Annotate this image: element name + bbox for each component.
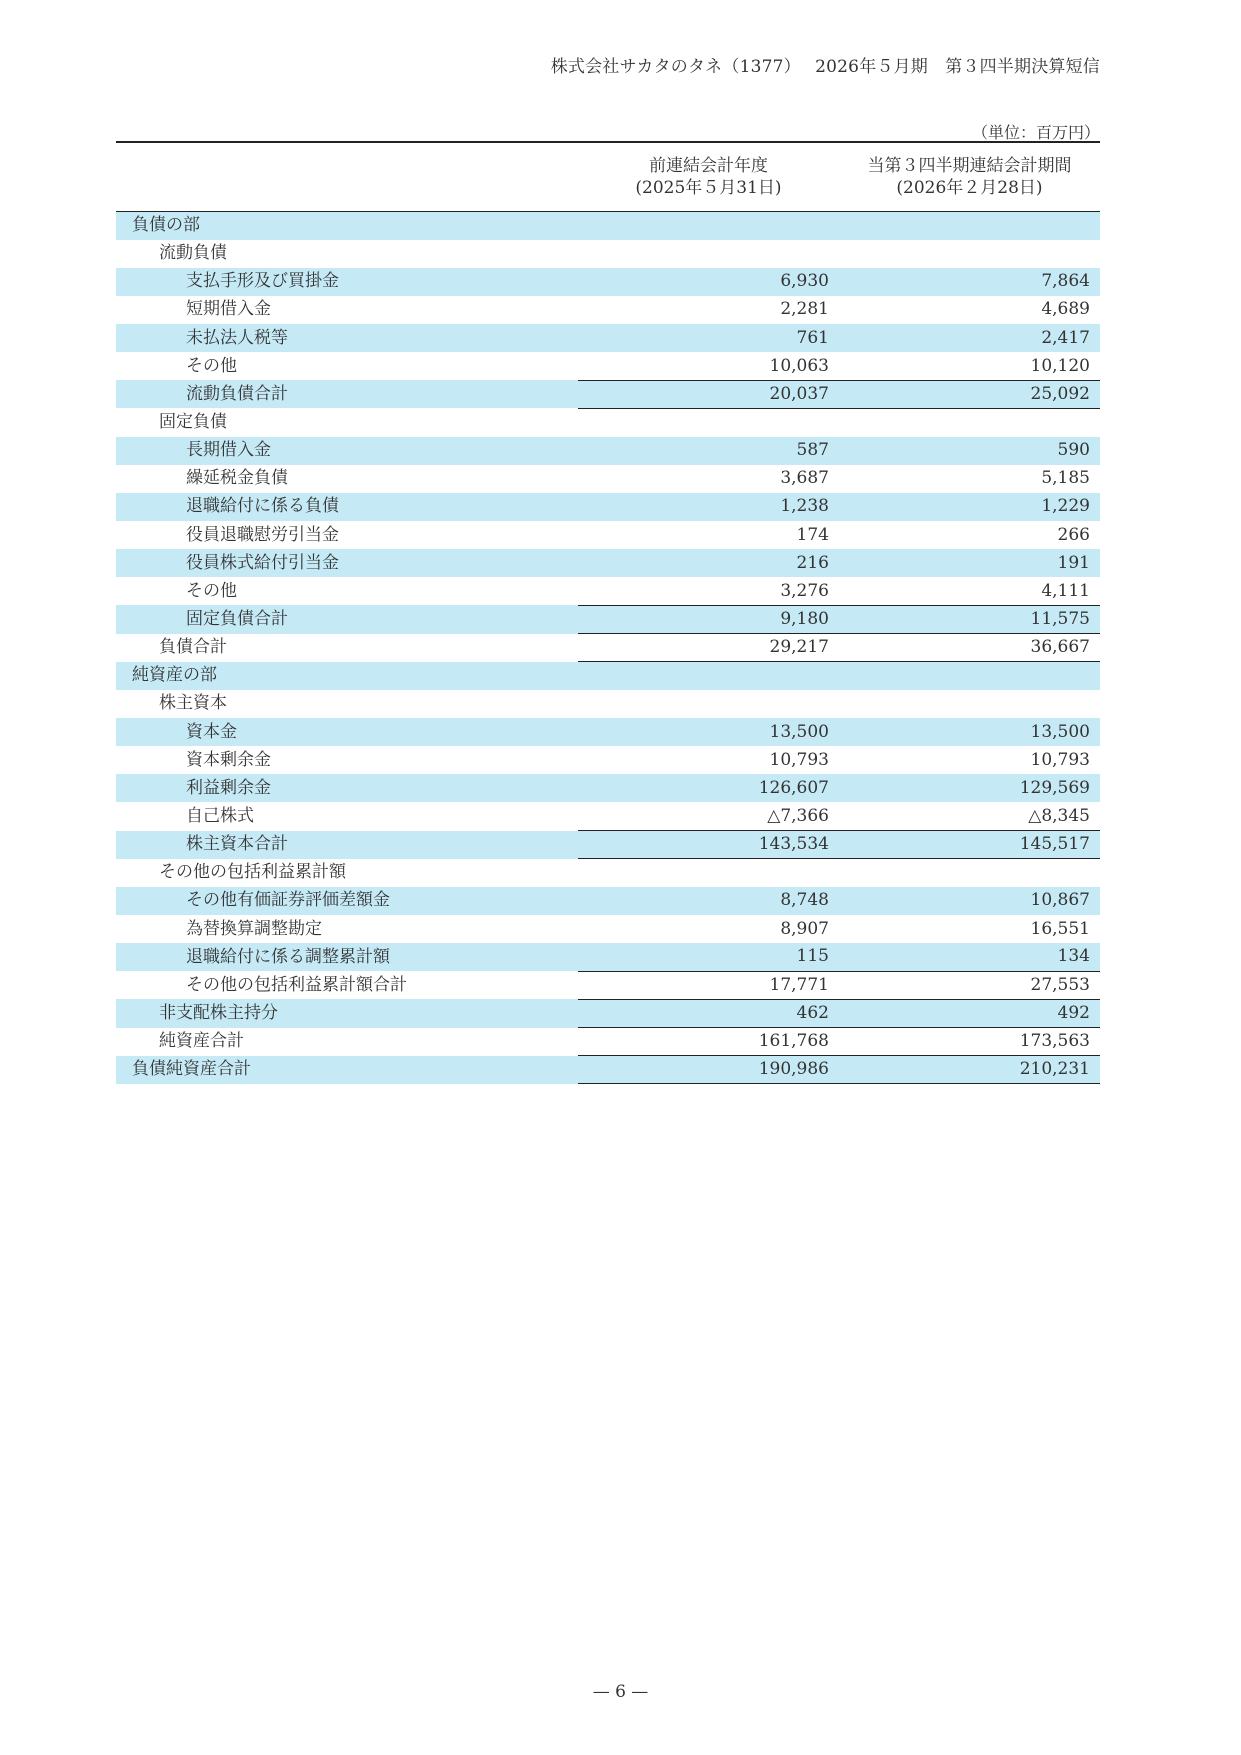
prev-period-value (578, 859, 839, 887)
table-row (116, 774, 1100, 802)
row-label: 自己株式 (186, 806, 254, 827)
curr-period-value: 5,185 (1041, 468, 1090, 489)
table-row (116, 859, 1100, 887)
table-row (116, 380, 1100, 408)
curr-period-value: 266 (1057, 524, 1090, 545)
row-label: 負債純資産合計 (116, 1056, 578, 1084)
row-label: 純資産の部 (116, 662, 578, 690)
curr-period-value: 1,229 (839, 493, 1100, 521)
curr-period-value: 10,120 (1030, 355, 1090, 376)
row-label: 株主資本合計 (116, 831, 578, 859)
row-label: 資本剰余金 (186, 749, 271, 770)
row-label: 流動負債 (159, 243, 227, 264)
prev-period-value (578, 408, 839, 436)
prev-period-value: 161,768 (578, 1028, 839, 1056)
prev-period-value: 8,748 (578, 887, 839, 915)
row-label: 株主資本 (159, 693, 227, 714)
table-row (116, 605, 1100, 633)
curr-period-value: 145,517 (839, 831, 1100, 859)
balance-sheet-table (116, 141, 1100, 1084)
curr-period-value (839, 690, 1100, 718)
curr-period-value (839, 662, 1100, 690)
prev-period-value: △7,366 (767, 805, 829, 826)
table-row (116, 690, 1100, 718)
row-label: その他 (186, 355, 237, 376)
curr-period-value: 27,553 (839, 971, 1100, 999)
table-row (116, 493, 1100, 521)
row-label: 純資産合計 (159, 1031, 244, 1052)
curr-period-title: 当第３四半期連結会計期間 (867, 156, 1072, 176)
prev-period-value (578, 240, 839, 268)
row-label: 非支配株主持分 (116, 999, 578, 1027)
curr-period-value: 7,864 (839, 268, 1100, 296)
curr-period-value (839, 408, 1100, 436)
curr-period-value: 10,867 (839, 887, 1100, 915)
curr-period-value (839, 240, 1100, 268)
document-header: 株式会社サカタのタネ（1377） 2026年５月期 第３四半期決算短信 (550, 57, 1100, 77)
row-label: その他の包括利益累計額合計 (186, 974, 407, 995)
table-row (116, 352, 1100, 380)
row-label: 為替換算調整勘定 (186, 918, 322, 939)
prev-period-date: (2025年５月31日) (635, 178, 782, 198)
table-row (116, 268, 1100, 296)
curr-period-header (839, 142, 1100, 212)
curr-period-value (839, 212, 1100, 240)
table-row (116, 324, 1100, 352)
prev-period-value: 115 (578, 943, 839, 971)
curr-period-value: 492 (839, 999, 1100, 1027)
prev-period-value: 6,930 (578, 268, 839, 296)
table-row (116, 549, 1100, 577)
row-label: 未払法人税等 (116, 324, 578, 352)
table-row (116, 831, 1100, 859)
curr-period-value: 191 (839, 549, 1100, 577)
prev-period-value: 587 (578, 437, 839, 465)
prev-period-value: 462 (578, 999, 839, 1027)
curr-period-value: 2,417 (839, 324, 1100, 352)
table-row (116, 408, 1100, 436)
table-row (116, 634, 1100, 662)
table-row (116, 521, 1100, 549)
table-row (116, 212, 1100, 240)
curr-period-value: 36,667 (839, 634, 1100, 662)
prev-period-value: 3,276 (780, 580, 829, 601)
table-row (116, 887, 1100, 915)
row-label: 長期借入金 (116, 437, 578, 465)
curr-period-value: 16,551 (1030, 918, 1090, 939)
prev-period-value: 10,793 (769, 749, 829, 770)
row-label: 役員株式給付引当金 (116, 549, 578, 577)
curr-period-value: 4,689 (1041, 299, 1090, 320)
row-label: 繰延税金負債 (186, 468, 288, 489)
table-row (116, 1028, 1100, 1056)
prev-period-value: 9,180 (578, 605, 839, 633)
table-row (116, 746, 1100, 774)
curr-period-value: 11,575 (839, 605, 1100, 633)
row-label: 固定負債合計 (116, 605, 578, 633)
table-body (116, 212, 1100, 1084)
table-row (116, 662, 1100, 690)
unit-note: （単位：百万円） (971, 123, 1100, 142)
row-label: 資本金 (116, 718, 578, 746)
prev-period-value: 17,771 (578, 971, 839, 999)
row-label: 負債の部 (116, 212, 578, 240)
prev-period-value: 174 (796, 524, 829, 545)
curr-period-value: 4,111 (1041, 580, 1090, 601)
table-row (116, 1056, 1100, 1084)
curr-period-date: (2026年２月28日) (896, 178, 1043, 198)
curr-period-value: 590 (839, 437, 1100, 465)
prev-period-value: 13,500 (578, 718, 839, 746)
table-row (116, 465, 1100, 493)
curr-period-value: 25,092 (839, 380, 1100, 408)
prev-period-value (578, 662, 839, 690)
row-label: その他有価証券評価差額金 (116, 887, 578, 915)
row-label: 負債合計 (159, 637, 227, 658)
table-row (116, 943, 1100, 971)
prev-period-value: 1,238 (578, 493, 839, 521)
curr-period-value (839, 859, 1100, 887)
table-row (116, 437, 1100, 465)
page-number: — 6 — (592, 1682, 649, 1702)
prev-period-value: 761 (578, 324, 839, 352)
curr-period-value: 173,563 (839, 1028, 1100, 1056)
prev-period-value (578, 212, 839, 240)
row-label: 退職給付に係る負債 (116, 493, 578, 521)
table-row (116, 971, 1100, 999)
prev-period-value: 8,907 (780, 918, 829, 939)
prev-period-value: 143,534 (578, 831, 839, 859)
prev-period-value: 2,281 (780, 299, 829, 320)
prev-period-title: 前連結会計年度 (649, 156, 768, 176)
curr-period-value: 210,231 (839, 1056, 1100, 1084)
table-row (116, 802, 1100, 830)
label-column-header (116, 142, 578, 212)
prev-period-value: 190,986 (578, 1056, 839, 1084)
table-row (116, 296, 1100, 324)
prev-period-value: 216 (578, 549, 839, 577)
table-row (116, 240, 1100, 268)
table-header-row (116, 142, 1100, 212)
prev-period-header (578, 142, 839, 212)
row-label: その他の包括利益累計額 (159, 862, 346, 883)
curr-period-value: △8,345 (1028, 805, 1090, 826)
prev-period-value (578, 690, 839, 718)
row-label: 短期借入金 (186, 299, 271, 320)
row-label: 流動負債合計 (116, 380, 578, 408)
row-label: 利益剰余金 (116, 774, 578, 802)
table-row (116, 577, 1100, 605)
curr-period-value: 10,793 (1030, 749, 1090, 770)
curr-period-value: 134 (839, 943, 1100, 971)
curr-period-value: 13,500 (839, 718, 1100, 746)
row-label: 役員退職慰労引当金 (186, 524, 339, 545)
curr-period-value: 129,569 (839, 774, 1100, 802)
prev-period-value: 29,217 (578, 634, 839, 662)
table-row (116, 999, 1100, 1027)
row-label: 退職給付に係る調整累計額 (116, 943, 578, 971)
row-label: 支払手形及び買掛金 (116, 268, 578, 296)
table-row (116, 915, 1100, 943)
prev-period-value: 20,037 (578, 380, 839, 408)
prev-period-value: 126,607 (578, 774, 839, 802)
row-label: 固定負債 (159, 412, 227, 433)
prev-period-value: 10,063 (769, 355, 829, 376)
table-row (116, 718, 1100, 746)
row-label: その他 (186, 580, 237, 601)
prev-period-value: 3,687 (780, 468, 829, 489)
